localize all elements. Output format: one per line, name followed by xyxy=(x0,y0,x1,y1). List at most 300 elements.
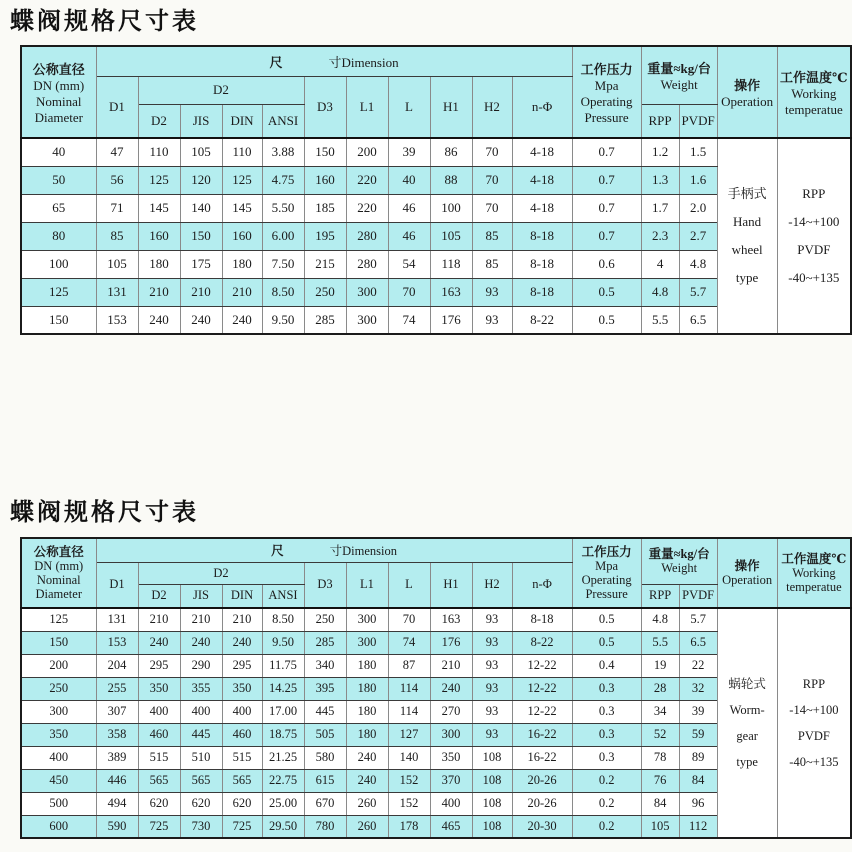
cell: 19 xyxy=(641,654,679,677)
cell: 350 xyxy=(21,723,96,746)
cell: 76 xyxy=(641,769,679,792)
cell: 96 xyxy=(679,792,717,815)
cell: 255 xyxy=(96,677,138,700)
cell: 0.7 xyxy=(572,194,641,222)
col-header-temperature xyxy=(777,538,851,608)
label-weight-en: Weight xyxy=(661,561,698,576)
cell: 400 xyxy=(138,700,180,723)
cell: 565 xyxy=(138,769,180,792)
cell: 9.50 xyxy=(262,631,304,654)
cell: 5.7 xyxy=(679,608,717,631)
cell: 46 xyxy=(388,222,430,250)
cell: 22.75 xyxy=(262,769,304,792)
cell: 240 xyxy=(346,769,388,792)
cell: 510 xyxy=(180,746,222,769)
cell: 8-18 xyxy=(512,278,572,306)
cell: 280 xyxy=(346,222,388,250)
cell: 131 xyxy=(96,608,138,631)
cell: 9.50 xyxy=(262,306,304,334)
cell: 445 xyxy=(180,723,222,746)
cell: 0.6 xyxy=(572,250,641,278)
cell: 88 xyxy=(430,166,472,194)
operation-line: gear xyxy=(736,729,758,743)
cell: 70 xyxy=(388,608,430,631)
cell: 85 xyxy=(472,222,512,250)
cell: 200 xyxy=(346,138,388,166)
cell: 0.5 xyxy=(572,306,641,334)
cell: 5.5 xyxy=(641,631,679,654)
cell: 5.50 xyxy=(262,194,304,222)
cell: 6.5 xyxy=(679,631,717,654)
cell: 87 xyxy=(388,654,430,677)
label-dimension-cn: 尺 xyxy=(271,544,284,559)
cell: 0.2 xyxy=(572,815,641,838)
cell: 59 xyxy=(679,723,717,746)
table-row xyxy=(21,608,851,631)
cell: 125 xyxy=(21,278,96,306)
cell: 153 xyxy=(96,631,138,654)
cell: 4.8 xyxy=(641,608,679,631)
temperature-cell xyxy=(777,138,851,334)
label-pressure-mpa: Mpa xyxy=(595,559,619,573)
cell: 295 xyxy=(138,654,180,677)
cell: 70 xyxy=(388,278,430,306)
label-dimension-en: 寸Dimension xyxy=(329,544,397,559)
cell: 1.3 xyxy=(641,166,679,194)
cell: 105 xyxy=(180,138,222,166)
operation-line: Worm- xyxy=(729,703,765,717)
cell: 93 xyxy=(472,608,512,631)
page-title: 蝶阀规格尺寸表 xyxy=(10,9,199,35)
cell: 210 xyxy=(180,608,222,631)
cell: 110 xyxy=(138,138,180,166)
label-temperature-en2: temperatue xyxy=(784,101,843,117)
cell: 12-22 xyxy=(512,677,572,700)
col-header-dimension xyxy=(96,46,572,76)
cell: 0.5 xyxy=(572,278,641,306)
cell: 250 xyxy=(21,677,96,700)
cell: 17.00 xyxy=(262,700,304,723)
col-header-operation xyxy=(717,46,777,138)
cell: 515 xyxy=(138,746,180,769)
cell: 175 xyxy=(180,250,222,278)
cell: 125 xyxy=(138,166,180,194)
cell: 160 xyxy=(222,222,262,250)
operation-cell xyxy=(717,138,777,334)
cell: 39 xyxy=(388,138,430,166)
col-header-dimension xyxy=(96,538,572,562)
cell: 358 xyxy=(96,723,138,746)
operation-line: wheel xyxy=(731,242,763,257)
col-header-rpp: RPP xyxy=(641,584,679,608)
cell: 446 xyxy=(96,769,138,792)
col-header-l1: L1 xyxy=(346,76,388,138)
cell: 105 xyxy=(430,222,472,250)
cell: 730 xyxy=(180,815,222,838)
cell: 8-22 xyxy=(512,306,572,334)
cell: 1.7 xyxy=(641,194,679,222)
cell: 195 xyxy=(304,222,346,250)
cell: 4.75 xyxy=(262,166,304,194)
col-header-pressure xyxy=(572,538,641,608)
cell: 0.3 xyxy=(572,700,641,723)
cell: 176 xyxy=(430,306,472,334)
cell: 131 xyxy=(96,278,138,306)
cell: 400 xyxy=(180,700,222,723)
col-header-d2: D2 xyxy=(138,104,180,138)
cell: 0.7 xyxy=(572,166,641,194)
label-nominal-dn: DN (mm) xyxy=(34,559,84,573)
cell: 74 xyxy=(388,631,430,654)
col-header-din: DIN xyxy=(222,104,262,138)
label-nominal-en1: Nominal xyxy=(36,93,82,109)
cell: 400 xyxy=(222,700,262,723)
cell: 84 xyxy=(641,792,679,815)
cell: 29.50 xyxy=(262,815,304,838)
table-row xyxy=(21,138,851,166)
col-header-d1: D1 xyxy=(96,76,138,138)
cell: 210 xyxy=(430,654,472,677)
label-temperature-cn: 工作温度℃ xyxy=(781,552,847,566)
cell: 93 xyxy=(472,654,512,677)
col-header-d3: D3 xyxy=(304,562,346,608)
cell: 240 xyxy=(180,631,222,654)
cell: 12-22 xyxy=(512,654,572,677)
cell: 350 xyxy=(138,677,180,700)
label-dimension-cn: 尺 xyxy=(269,54,283,70)
temperature-line: PVDF xyxy=(797,242,831,257)
cell: 71 xyxy=(96,194,138,222)
cell: 85 xyxy=(96,222,138,250)
cell: 295 xyxy=(222,654,262,677)
cell: 40 xyxy=(21,138,96,166)
label-operation-en: Operation xyxy=(722,573,773,587)
cell: 20-26 xyxy=(512,769,572,792)
cell: 180 xyxy=(222,250,262,278)
cell: 93 xyxy=(472,278,512,306)
cell: 78 xyxy=(641,746,679,769)
col-header-d1: D1 xyxy=(96,562,138,608)
col-header-pvdf: PVDF xyxy=(679,104,717,138)
cell: 93 xyxy=(472,723,512,746)
table-header xyxy=(21,46,851,138)
cell: 152 xyxy=(388,769,430,792)
cell: 615 xyxy=(304,769,346,792)
cell: 260 xyxy=(346,792,388,815)
temperature-line: PVDF xyxy=(797,729,830,743)
col-header-h2: H2 xyxy=(472,76,512,138)
cell: 0.5 xyxy=(572,608,641,631)
cell: 93 xyxy=(472,700,512,723)
cell: 74 xyxy=(388,306,430,334)
cell: 565 xyxy=(222,769,262,792)
cell: 210 xyxy=(222,608,262,631)
cell: 240 xyxy=(430,677,472,700)
cell: 12-22 xyxy=(512,700,572,723)
cell: 118 xyxy=(430,250,472,278)
cell: 0.3 xyxy=(572,746,641,769)
cell: 0.2 xyxy=(572,792,641,815)
col-header-d2-group: D2 xyxy=(138,562,304,584)
cell: 240 xyxy=(138,631,180,654)
table-body xyxy=(21,138,851,334)
cell: 89 xyxy=(679,746,717,769)
temperature-line: RPP xyxy=(802,186,826,201)
cell: 300 xyxy=(346,306,388,334)
cell: 100 xyxy=(430,194,472,222)
cell: 215 xyxy=(304,250,346,278)
cell: 110 xyxy=(222,138,262,166)
operation-line: type xyxy=(736,755,758,769)
label-weight-en: Weight xyxy=(660,76,698,92)
cell: 494 xyxy=(96,792,138,815)
cell: 250 xyxy=(304,278,346,306)
cell: 114 xyxy=(388,700,430,723)
cell: 4-18 xyxy=(512,194,572,222)
cell: 307 xyxy=(96,700,138,723)
temperature-line: -40~+135 xyxy=(789,755,839,769)
cell: 20-26 xyxy=(512,792,572,815)
cell: 52 xyxy=(641,723,679,746)
cell: 163 xyxy=(430,608,472,631)
label-nominal-dn: DN (mm) xyxy=(33,77,85,93)
cell: 125 xyxy=(21,608,96,631)
cell: 180 xyxy=(346,654,388,677)
cell: 8.50 xyxy=(262,278,304,306)
cell: 125 xyxy=(222,166,262,194)
cell: 86 xyxy=(430,138,472,166)
label-pressure-en1: Operating xyxy=(581,573,632,587)
col-header-temperature xyxy=(777,46,851,138)
col-header-pvdf: PVDF xyxy=(679,584,717,608)
col-header-nominal-diameter xyxy=(21,538,96,608)
cell: 445 xyxy=(304,700,346,723)
cell: 11.75 xyxy=(262,654,304,677)
cell: 370 xyxy=(430,769,472,792)
col-header-din: DIN xyxy=(222,584,262,608)
cell: 145 xyxy=(222,194,262,222)
cell: 1.2 xyxy=(641,138,679,166)
cell: 590 xyxy=(96,815,138,838)
col-header-l: L xyxy=(388,562,430,608)
label-nominal-en2: Diameter xyxy=(35,587,82,601)
col-header-h2: H2 xyxy=(472,562,512,608)
cell: 0.2 xyxy=(572,769,641,792)
cell: 300 xyxy=(346,608,388,631)
table-header xyxy=(21,538,851,608)
cell: 4-18 xyxy=(512,166,572,194)
cell: 400 xyxy=(430,792,472,815)
cell: 620 xyxy=(222,792,262,815)
cell: 108 xyxy=(472,746,512,769)
cell: 176 xyxy=(430,631,472,654)
cell: 108 xyxy=(472,769,512,792)
cell: 47 xyxy=(96,138,138,166)
temperature-line: -14~+100 xyxy=(788,214,840,229)
cell: 32 xyxy=(679,677,717,700)
cell: 6.00 xyxy=(262,222,304,250)
cell: 160 xyxy=(138,222,180,250)
cell: 389 xyxy=(96,746,138,769)
cell: 565 xyxy=(180,769,222,792)
cell: 0.4 xyxy=(572,654,641,677)
cell: 2.0 xyxy=(679,194,717,222)
cell: 180 xyxy=(346,677,388,700)
cell: 50 xyxy=(21,166,96,194)
col-header-d2: D2 xyxy=(138,584,180,608)
operation-line: 手柄式 xyxy=(727,186,767,201)
label-pressure-en2: Pressure xyxy=(585,587,628,601)
label-temperature-cn: 工作温度℃ xyxy=(780,69,848,85)
cell: 270 xyxy=(430,700,472,723)
cell: 28 xyxy=(641,677,679,700)
cell: 150 xyxy=(21,631,96,654)
cell: 153 xyxy=(96,306,138,334)
cell: 114 xyxy=(388,677,430,700)
cell: 280 xyxy=(346,250,388,278)
cell: 0.7 xyxy=(572,222,641,250)
cell: 285 xyxy=(304,306,346,334)
cell: 240 xyxy=(180,306,222,334)
cell: 108 xyxy=(472,815,512,838)
label-operation-cn: 操作 xyxy=(734,77,761,93)
col-header-h1: H1 xyxy=(430,562,472,608)
col-header-jis: JIS xyxy=(180,584,222,608)
temperature-cell xyxy=(777,608,851,838)
temperature-line: -40~+135 xyxy=(788,270,840,285)
cell: 400 xyxy=(21,746,96,769)
cell: 505 xyxy=(304,723,346,746)
label-dimension-en: 寸Dimension xyxy=(328,54,399,70)
cell: 39 xyxy=(679,700,717,723)
cell: 70 xyxy=(472,194,512,222)
col-header-h1: H1 xyxy=(430,76,472,138)
label-pressure-cn: 工作压力 xyxy=(581,545,632,559)
cell: 580 xyxy=(304,746,346,769)
label-nominal-en2: Diameter xyxy=(34,109,83,125)
cell: 460 xyxy=(222,723,262,746)
cell: 600 xyxy=(21,815,96,838)
cell: 93 xyxy=(472,306,512,334)
cell: 210 xyxy=(138,278,180,306)
label-nominal-en1: Nominal xyxy=(36,573,81,587)
table-body xyxy=(21,608,851,838)
cell: 350 xyxy=(222,677,262,700)
label-nominal-cn: 公称直径 xyxy=(32,61,85,77)
cell: 725 xyxy=(138,815,180,838)
cell: 100 xyxy=(21,250,96,278)
cell: 5.5 xyxy=(641,306,679,334)
cell: 8-22 xyxy=(512,631,572,654)
cell: 34 xyxy=(641,700,679,723)
cell: 300 xyxy=(21,700,96,723)
cell: 450 xyxy=(21,769,96,792)
col-header-n-phi: n-Φ xyxy=(512,76,572,138)
cell: 14.25 xyxy=(262,677,304,700)
page-title-second: 蝶阀规格尺寸表 xyxy=(10,500,199,526)
cell: 6.5 xyxy=(679,306,717,334)
cell: 0.7 xyxy=(572,138,641,166)
cell: 8-18 xyxy=(512,222,572,250)
cell: 150 xyxy=(180,222,222,250)
label-pressure-en2: Pressure xyxy=(584,109,629,125)
cell: 93 xyxy=(472,631,512,654)
col-header-d2-group: D2 xyxy=(138,76,304,104)
cell: 210 xyxy=(180,278,222,306)
cell: 220 xyxy=(346,194,388,222)
cell: 22 xyxy=(679,654,717,677)
cell: 620 xyxy=(138,792,180,815)
cell: 4-18 xyxy=(512,138,572,166)
cell: 460 xyxy=(138,723,180,746)
cell: 85 xyxy=(472,250,512,278)
cell: 4.8 xyxy=(679,250,717,278)
cell: 515 xyxy=(222,746,262,769)
cell: 340 xyxy=(304,654,346,677)
cell: 210 xyxy=(222,278,262,306)
cell: 20-30 xyxy=(512,815,572,838)
cell: 150 xyxy=(304,138,346,166)
col-header-nominal-diameter xyxy=(21,46,96,138)
cell: 105 xyxy=(96,250,138,278)
cell: 395 xyxy=(304,677,346,700)
col-header-l: L xyxy=(388,76,430,138)
label-nominal-cn: 公称直径 xyxy=(33,545,84,559)
cell: 150 xyxy=(21,306,96,334)
label-pressure-cn: 工作压力 xyxy=(580,61,633,77)
cell: 40 xyxy=(388,166,430,194)
col-header-n-phi: n-Φ xyxy=(512,562,572,608)
cell: 84 xyxy=(679,769,717,792)
cell: 210 xyxy=(138,608,180,631)
cell: 93 xyxy=(472,677,512,700)
cell: 70 xyxy=(472,166,512,194)
cell: 152 xyxy=(388,792,430,815)
col-header-ansi: ANSI xyxy=(262,584,304,608)
label-pressure-en1: Operating xyxy=(580,93,633,109)
cell: 240 xyxy=(138,306,180,334)
cell: 56 xyxy=(96,166,138,194)
cell: 1.5 xyxy=(679,138,717,166)
cell: 5.7 xyxy=(679,278,717,306)
cell: 180 xyxy=(346,700,388,723)
col-header-d3: D3 xyxy=(304,76,346,138)
cell: 670 xyxy=(304,792,346,815)
cell: 178 xyxy=(388,815,430,838)
cell: 1.6 xyxy=(679,166,717,194)
cell: 4 xyxy=(641,250,679,278)
col-header-jis: JIS xyxy=(180,104,222,138)
cell: 112 xyxy=(679,815,717,838)
temperature-line: RPP xyxy=(802,677,826,691)
label-temperature-en1: Working xyxy=(792,566,836,580)
col-header-weight xyxy=(641,46,717,104)
col-header-operation xyxy=(717,538,777,608)
operation-line: Hand xyxy=(733,214,762,229)
cell: 21.25 xyxy=(262,746,304,769)
cell: 3.88 xyxy=(262,138,304,166)
col-header-weight xyxy=(641,538,717,584)
cell: 25.00 xyxy=(262,792,304,815)
cell: 240 xyxy=(222,631,262,654)
scanned-page xyxy=(0,8,852,852)
cell: 260 xyxy=(346,815,388,838)
cell: 240 xyxy=(222,306,262,334)
cell: 200 xyxy=(21,654,96,677)
cell: 0.3 xyxy=(572,677,641,700)
operation-line: type xyxy=(735,270,759,285)
cell: 105 xyxy=(641,815,679,838)
